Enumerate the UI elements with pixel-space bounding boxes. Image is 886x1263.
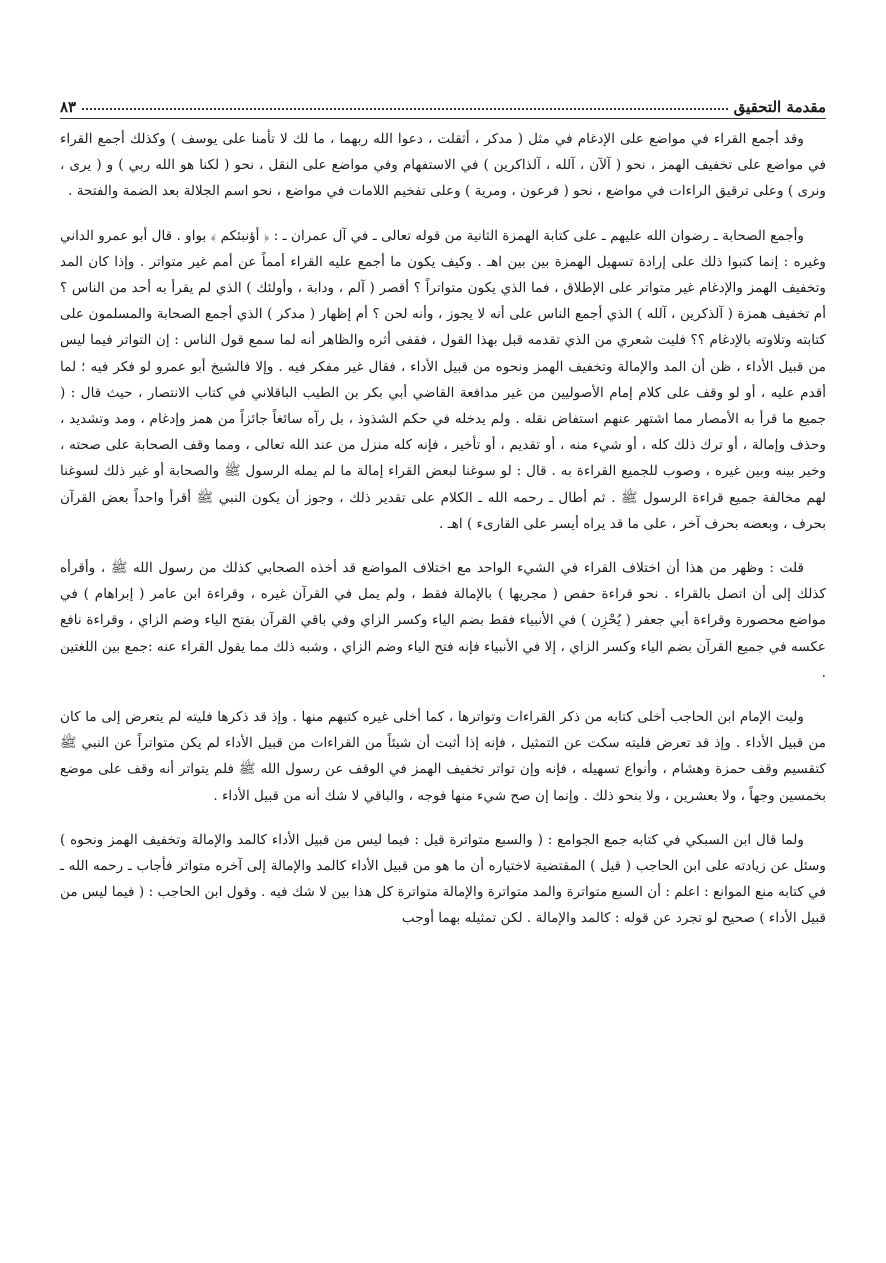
paragraph-2: وأجمع الصحابة ـ رضوان الله عليهم ـ على كتابة الهمزة الثانية من قوله تعالى ـ في آل عمران ـ : ﴿ أؤنبئكم ﴾ بواو . قال أبو عمرو الداني وغيره : إنما كتبوا ذلك على إرادة تسهيل الهمزة بين بين اهـ . وكيف يكون ما أجمع عليه القراء أمماً عن أمم غير متواتر . وإذا كان المد وتخفيف الهمز والإدغام غير متواتر على الإطلاق ، فما الذي يكون متواتراً ؟ أقصر ( آلم ، ودابة ، وأولئك ) الذي لم يقرأ به أحد من الناس ؟ أم تخفيف همزة ( آلذكرين ، آلله ) الذي أجمع الناس على أنه لا يجوز ، وأنه لحن ؟ أم إظهار ( مدكر ) الذي أجمع الصحابة والمسلمون على كتابته وتلاوته بالإدغام ؟؟ فليت شعري من الذي تقدمه قبل بهذا القول ، فقفى أثره والظاهر أنه لما سمع قول الناس : إن التواتر فيما ليس من قبيل الأداء ، ظن أن المد والإمالة وتخفيف الهمز ونحوه من قبيل الأداء ، فقال غير مفكر فيه . وإلا فالشيخ أبو عمرو لو فكر فيه ؛ لما أقدم عليه ، أو لو وقف على كلام إمام الأصوليين من غير مدافعة القاضي أبي بكر بن الطيب الباقلاني في كتاب الانتصار ، حيث قال : ( جميع ما قرأ به الأمصار مما اشتهر عنهم استفاض نقله . ولم يدخله في حكم الشذوذ ، بل رآه سائغاً جائزاً من همز وإدغام ، ومد وتشديد ، وحذف وإمالة ، أو ترك ذلك كله ، أو شيء منه ، أو تقديم ، أو تأخير ، فإنه كله منزل من عند الله تعالى ، ومما وقف الصحابة على صحته ، وخير بينه وبين غيره ، وصوب للجميع القراءة به . قال : لو سوغنا لبعض القراء إمالة ما لم يمله الرسول ﷺ والصحابة أو غير ذلك لسوغنا لهم مخالفة جميع قراءة الرسول ﷺ . ثم أطال ـ رحمه الله ـ الكلام على تقدير ذلك ، وجوز أن يكون النبي ﷺ أقرأ واحداً بعض القرآن بحرف ، وبعضه بحرف آخر ، على ما قد يراه أيسر على القارىء ) اهـ . [60,227,826,532]
page-number: ٨٣ [60,98,82,116]
chapter-title: مقدمة التحقيق [728,98,826,116]
leader-dots [82,108,728,110]
paragraph-4: وليت الإمام ابن الحاجب أخلى كتابه من ذكر القراءات وتواترها ، كما أخلى غيره كتبهم منها . وإذ قد ذكرها فليته لم يتعرض إلى ما كان من قبيل الأداء . وإذ قد تعرض فليته سكت عن التمثيل ، فإنه إذا أثبت أن شيئاً من القراءات من قبيل الأداء لم يكن متواتراً عن النبي ﷺ كتقسيم وقف حمزة وهشام ، وأنواع تسهيله ، فإنه وإن تواتر تخفيف الهمز في الوقف عن رسول الله ﷺ فلم يتواتر أنه وقف على موضع بخمسين وجهاً ، ولا بعشرين ، ولا بنحو ذلك . وإنما إن صح شيء منها فوجه ، والباقي لا شك أنه من قبيل الأداء . [60,709,826,804]
header-rule [60,118,826,119]
paragraph-1: وقد أجمع القراء في مواضع على الإدغام في مثل ( مدكر ، أثقلت ، دعوا الله ربهما ، ما لك لا تأمنا على يوسف ) وكذلك أجمع القراء في مواضع على تخفيف الهمز ، نحو ( آلآن ، آلله ، آلذاكرين ) في الاستفهام وفي مواضع على النقل ، نحو ( لكنا هو الله ربي ) و ( يرى ، ونرى ) وعلى ترقيق الراءات في مواضع ، نحو ( فرعون ، ومرية ) وعلى تفخيم اللامات في مواضع ، نحو اسم الجلالة بعد الضمة والفتحة . [60,131,826,200]
paragraph-5: ولما قال ابن السبكي في كتابه جمع الجوامع : ( والسبع متواترة قيل : فيما ليس من قبيل الأداء كالمد والإمالة وتخفيف الهمز ونحوه ) وسئل عن زيادته على ابن الحاجب ( قيل ) المقتضية لاختياره أن ما هو من قبيل الأداء كالمد والإمالة إلى آخره متواتر فأجاب ـ رحمه الله ـ في كتابه منع الموانع : اعلم : أن السبع متواترة والمد متواترة والإمالة متواترة كل هذا بين لا شك فيه . وقول ابن الحاجب : ( فيما ليس من قبيل الأداء ) صحيح لو تجرد عن قوله : كالمد والإمالة . لكن تمثيله بهما أوجب [60,831,826,927]
body-text [60,126,826,932]
paragraph-3: قلت : وظهر من هذا أن اختلاف القراء في الشيء الواحد مع اختلاف المواضع قد أخذه الصحابي كذلك من رسول الله ﷺ ، وأقرأه كذلك إلى أن اتصل بالقراء . نحو قراءة حفص ( مجريها ) بالإمالة فقط ، ولم يمل في القرآن غيره ، وقراءة ابن عامر ( إبراهام ) في مواضع محصورة وقراءة أبي جعفر ( يُحْزِن ) في الأنبياء فقط بضم الياء وكسر الزاي وفي باقي القرآن بفتح الياء وضم الزاي ، وقراءة نافع عكسه في جميع القرآن بضم الياء وكسر الزاي ، إلا في الأنبياء فإنه فتح الياء وضم الزاي ، وشبه ذلك مما يقول القراء عنه :جمع بين اللغتين . [60,560,826,681]
running-header [60,88,826,116]
